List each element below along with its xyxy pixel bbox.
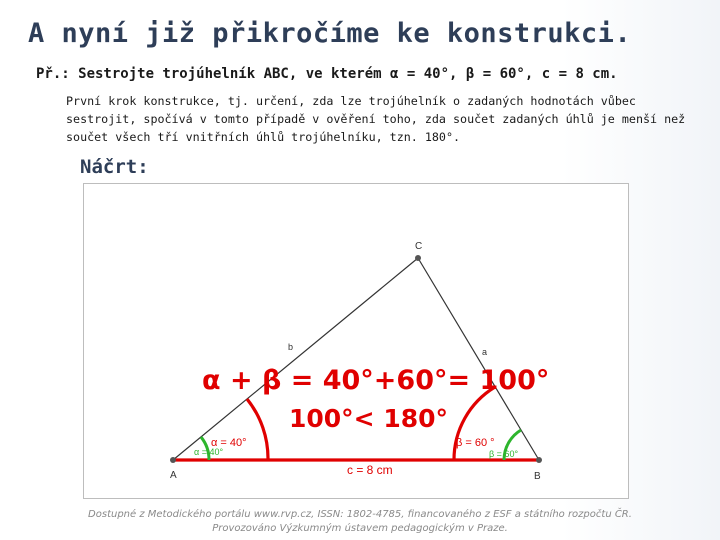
vertex-c-point — [415, 255, 421, 261]
vertex-c-label: C — [415, 241, 423, 252]
sketch-heading: Náčrt: — [80, 156, 149, 178]
footer-credit — [40, 508, 680, 536]
side-c-label: c = 8 cm — [347, 463, 393, 477]
vertex-a-label: A — [170, 470, 177, 481]
vertex-b-label: B — [534, 471, 541, 482]
triangle-sketch — [84, 184, 628, 498]
side-a-label: a — [482, 347, 488, 357]
angle-sum-equation: α + β = 40°+60°= 100° — [202, 365, 550, 396]
sketch-figure — [83, 183, 629, 499]
alpha-red-arc — [247, 399, 268, 460]
beta-red-label: β = 60 ° — [456, 437, 495, 449]
vertex-a-point — [170, 457, 176, 463]
alpha-red-label: α = 40° — [211, 437, 247, 449]
beta-green-label: β = 60° — [489, 449, 519, 459]
description-paragraph: První krok konstrukce, tj. určení, zda lze trojúhelník o zadaných hodnotách vůbec sestrojit, spočívá v tomto případě v ověření toho, zda součet zadaných úhlů je menší než součet všech tří vnitřních úhlů trojúhelníku, tzn. 180°. — [66, 94, 686, 144]
angle-comparison: 100°< 180° — [289, 404, 449, 433]
side-b-label: b — [288, 342, 294, 352]
vertex-b-point — [536, 457, 542, 463]
footer-line-1: Dostupné z Metodického portálu www.rvp.cz, ISSN: 1802-4785, financovaného z ESF a státního rozpočtu ČR. — [88, 509, 632, 520]
footer-line-2: Provozováno Výzkumným ústavem pedagogickým v Praze. — [212, 523, 508, 534]
task-statement: Př.: Sestrojte trojúhelník ABC, ve kterém α = 40°, β = 60°, c = 8 cm. — [36, 66, 618, 82]
slide-title: A nyní již přikročíme ke konstrukci. — [28, 18, 632, 49]
alpha-green-label: α = 40° — [194, 447, 224, 457]
